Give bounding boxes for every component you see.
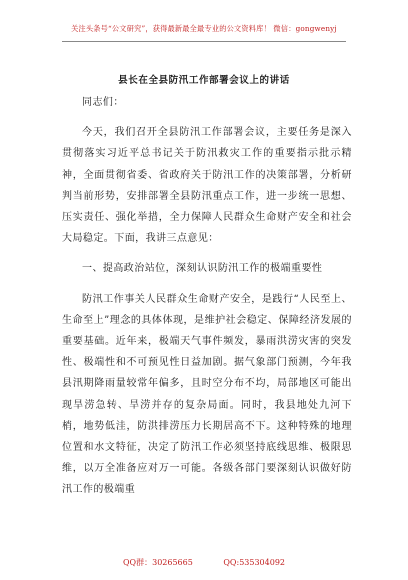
- document-title: 县长在全县防汛工作部署会议上的讲话: [118, 75, 290, 86]
- paragraph-intro: 今天，我们召开全县防汛工作部署会议，主要任务是深入贯彻落实习近平总书记关于防汛救灾工作的重要指示批示精神，全面贯彻省委、省政府关于防汛工作的决策部署，分析研判当前形势，安排部署全县防汛重点工作，进一步统一思想、压实责任、强化举措，全力保障人民群众生命财产安全和社会大局稳定。下面，我讲三点意见：: [62, 127, 352, 245]
- footer-qq: QQ:535304092: [223, 558, 285, 567]
- header-divider: [62, 41, 346, 42]
- header-banner: 关注头条号“公文研究”，获得最新最全最专业的公文资料库！ 微信：gongwenyj: [71, 24, 337, 33]
- paragraph-section-1: 防汛工作事关人民群众生命财产安全，是践行“人民至上、生命至上”理念的具体体现，是维护社会稳定、保障经济发展的重要基础。近年来，极端天气事件频发，暴雨洪涝灾害的突发性、极端性和不可预见性日益加剧。据气象部门预测，今年我县汛期降雨量较常年偏多，且时空分布不均，局部地区可能出现旱涝急转、旱涝并存的复杂局面。同时，我县地处九河下梢，地势低洼，防洪排涝压力长期居高不下。这种特殊的地理位置和水文特征，决定了防汛工作必须坚持底线思维、极限思维，以万全准备应对万一可能。各级各部门要深刻认识做好防汛工作的极端重: [62, 293, 352, 496]
- greeting: 同志们：: [82, 97, 124, 108]
- document-body: [62, 92, 352, 501]
- section-heading-1: 一、提高政治站位，深刻认识防汛工作的极端重要性: [82, 263, 323, 275]
- footer-qq-group: QQ群：30265665: [122, 558, 193, 567]
- footer-contact: [0, 557, 408, 568]
